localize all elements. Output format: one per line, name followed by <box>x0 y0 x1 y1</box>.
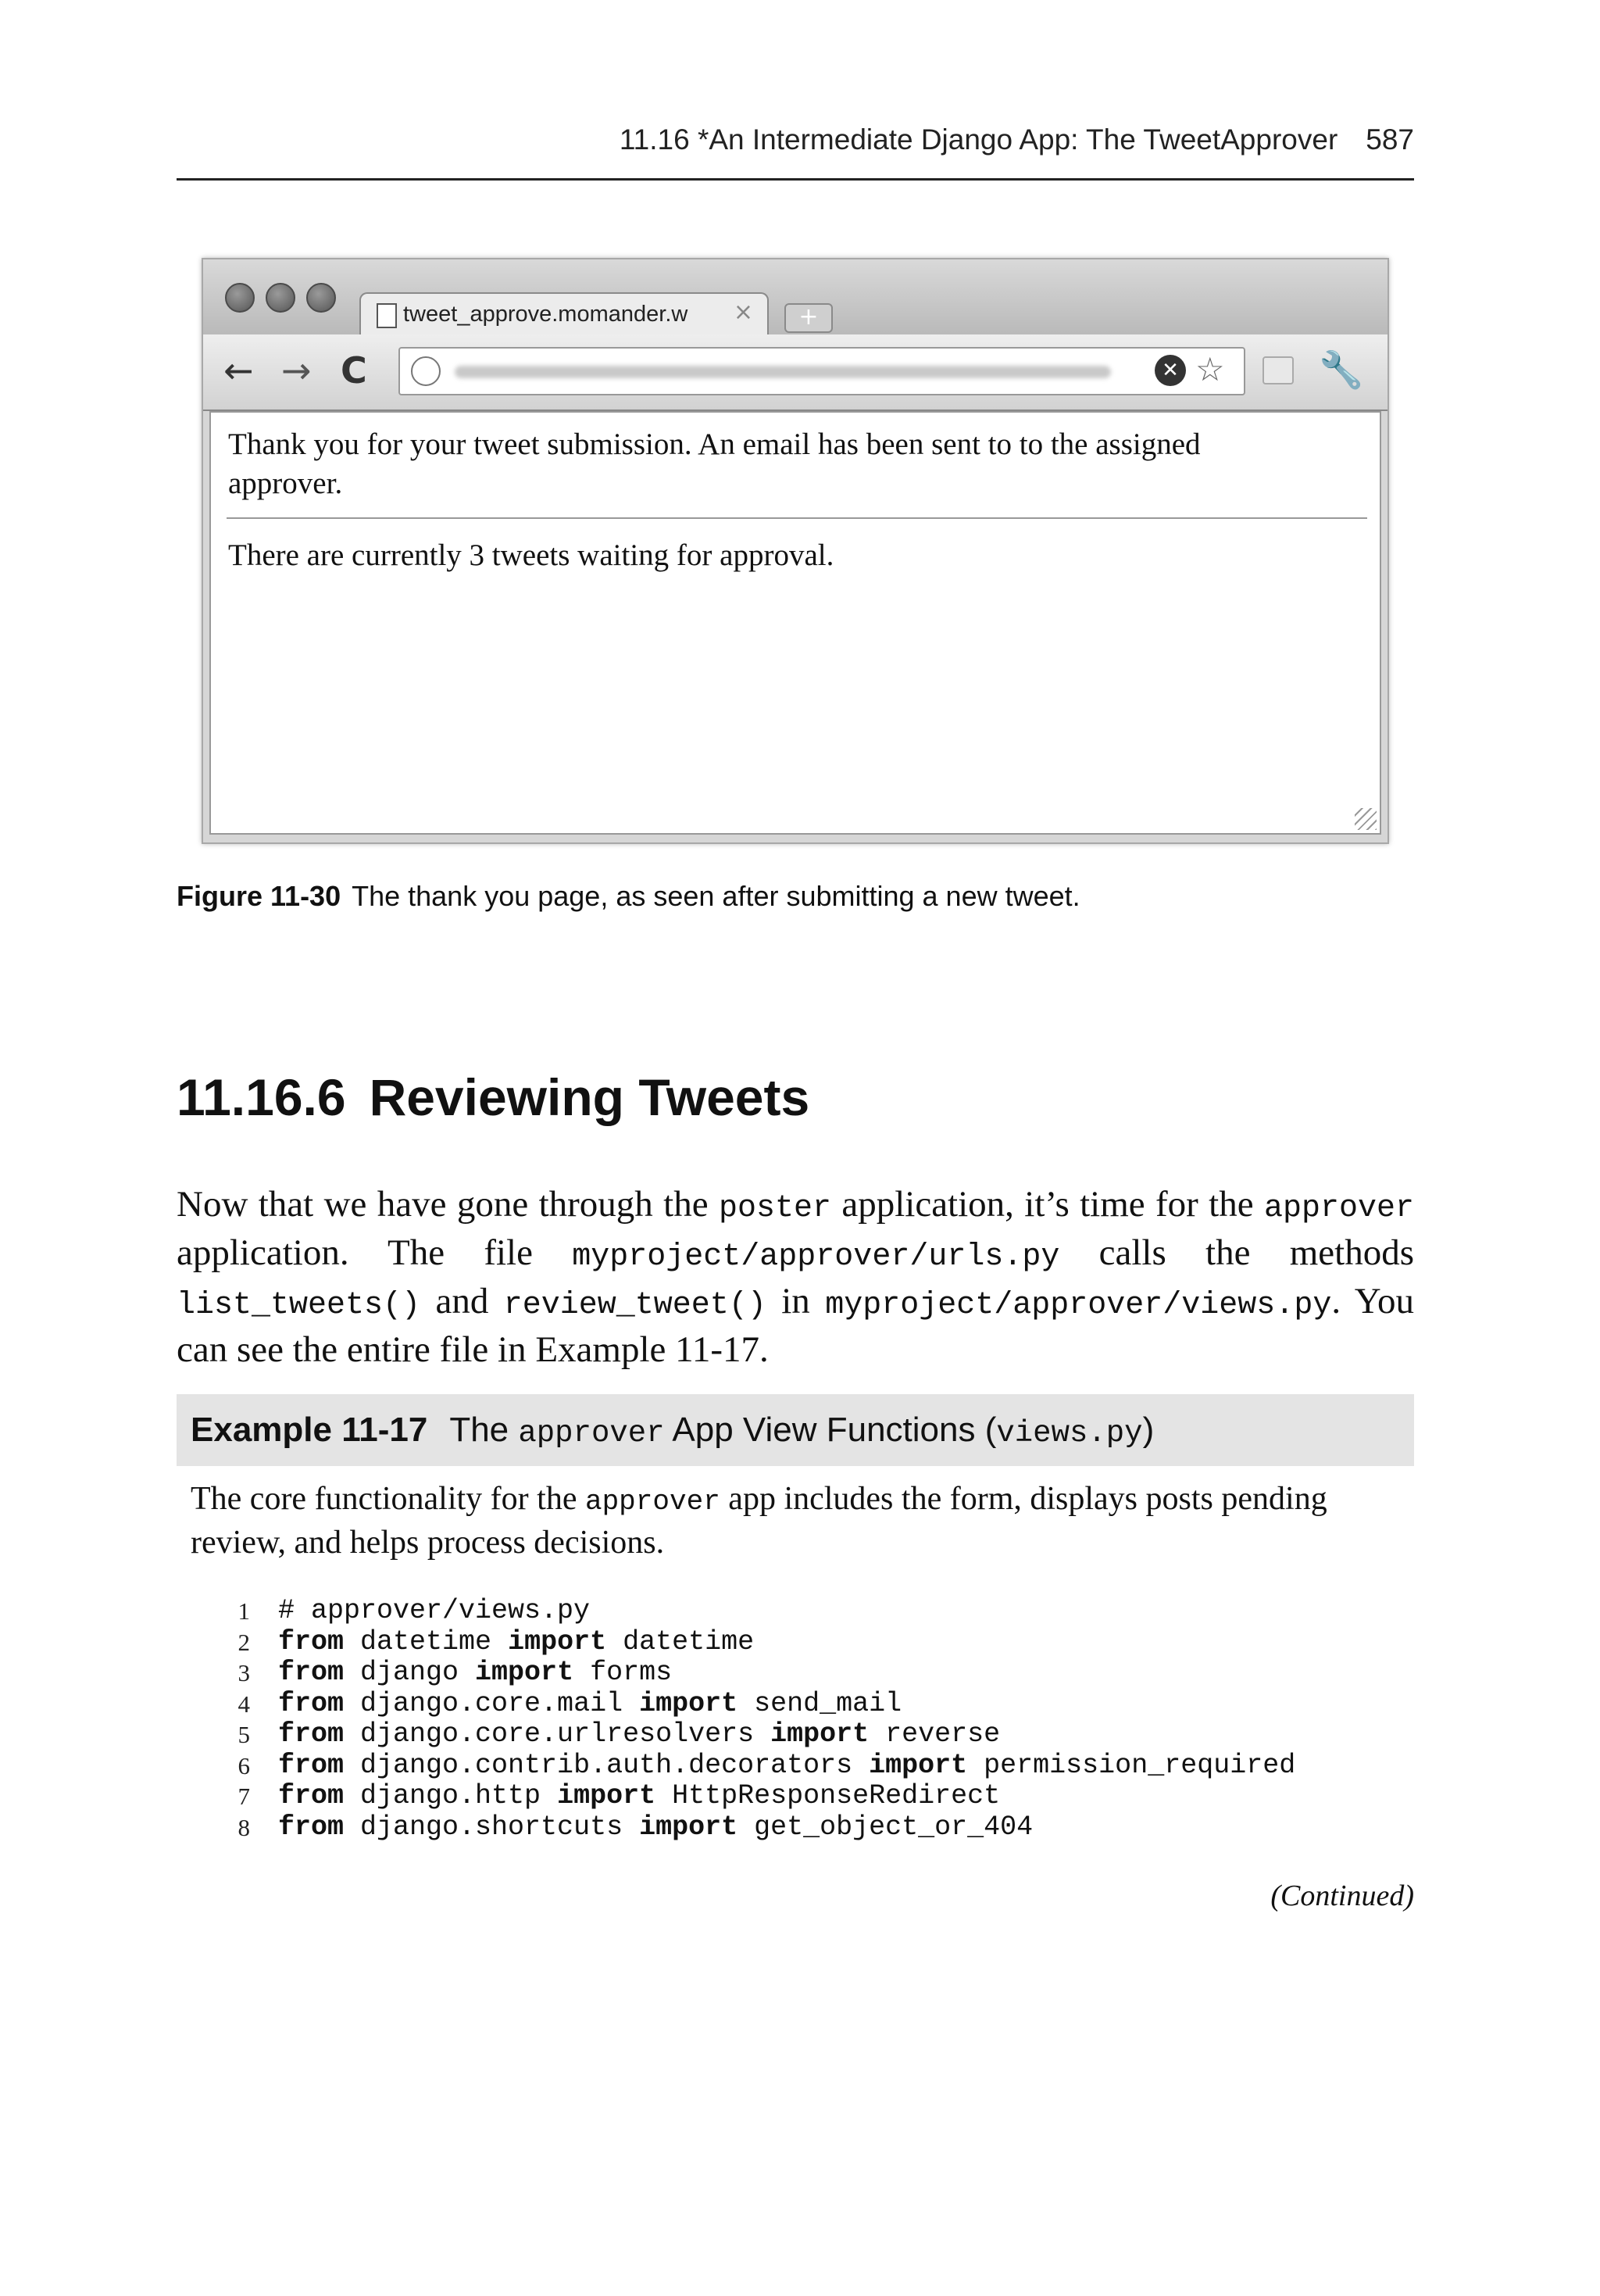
code-text: # approver/views.py <box>278 1595 591 1626</box>
code-line <box>177 1627 1414 1658</box>
figure-label: Figure 11-30 <box>177 880 341 912</box>
body-paragraph <box>177 1182 1414 1372</box>
body-text: in <box>766 1281 826 1321</box>
example-title-text: The <box>449 1411 519 1449</box>
browser-viewport <box>209 411 1381 835</box>
inline-code: poster <box>718 1191 831 1226</box>
code-text: from django.contrib.auth.decorators import permission_required <box>278 1749 1296 1781</box>
code-text: from django.core.mail import send_mail <box>278 1687 902 1719</box>
inline-code: approver <box>1263 1191 1415 1226</box>
stop-icon[interactable]: ✕ <box>1155 355 1186 386</box>
example-description <box>191 1479 1394 1564</box>
example-header <box>177 1394 1414 1466</box>
example-label: Example 11-17 <box>191 1411 428 1449</box>
code-text: from django import forms <box>278 1657 673 1688</box>
tab-close-icon[interactable]: × <box>733 299 753 326</box>
inline-code: myproject/approver/urls.py <box>572 1239 1060 1275</box>
new-tab-button[interactable]: + <box>784 303 833 333</box>
code-listing <box>177 1596 1414 1843</box>
tab-title: tweet_approve.momander.w <box>403 302 688 327</box>
code-line <box>177 1719 1414 1751</box>
browser-toolbar <box>203 334 1388 411</box>
running-header-title: 11.16 *An Intermediate Django App: The TweetApprover <box>619 123 1338 156</box>
globe-icon <box>411 356 441 386</box>
section-heading <box>177 1068 809 1127</box>
forward-arrow-icon[interactable]: → <box>281 349 312 392</box>
example-desc-text: app includes the form, displays posts pending review, and helps process decisions. <box>191 1481 1327 1561</box>
submission-message: Thank you for your tweet submission. An email has been sent to to the assigned approver. <box>228 427 1201 500</box>
body-text: application, it’s time for the <box>830 1184 1264 1225</box>
line-number: 5 <box>238 1721 250 1748</box>
code-line <box>177 1751 1414 1782</box>
inline-code: list_tweets() <box>177 1288 421 1323</box>
waiting-count-text: There are currently 3 tweets waiting for approval. <box>228 538 834 572</box>
code-line <box>177 1781 1414 1812</box>
line-number: 7 <box>238 1783 250 1810</box>
example-desc-text: The core functionality for the <box>191 1481 585 1517</box>
inline-code: views.py <box>996 1416 1143 1450</box>
code-text: from django.core.urlresolvers import reverse <box>278 1718 1001 1750</box>
address-bar[interactable] <box>398 347 1245 395</box>
minimize-window-icon[interactable] <box>266 283 295 313</box>
body-text: and <box>420 1281 504 1321</box>
blurred-url <box>455 366 1111 378</box>
code-line <box>177 1689 1414 1720</box>
running-header <box>177 123 1414 156</box>
reload-icon[interactable]: C <box>341 349 367 392</box>
example-title-text: ) <box>1142 1411 1155 1449</box>
zoom-window-icon[interactable] <box>306 283 336 313</box>
section-title: Reviewing Tweets <box>369 1068 810 1126</box>
back-arrow-icon[interactable]: ← <box>223 349 254 392</box>
code-text: from django.shortcuts import get_object_or_404 <box>278 1811 1034 1843</box>
line-number: 2 <box>238 1628 250 1656</box>
line-number: 1 <box>238 1597 250 1625</box>
figure-caption <box>177 880 1414 913</box>
document-icon <box>377 303 397 328</box>
code-text: from datetime import datetime <box>278 1625 755 1658</box>
figure-caption-text: The thank you page, as seen after submitting a new tweet. <box>352 880 1080 912</box>
body-text: calls the methods <box>1059 1232 1414 1273</box>
wrench-icon[interactable]: 🔧 <box>1319 349 1364 391</box>
inline-code: myproject/approver/views.py <box>825 1288 1332 1323</box>
page-number: 587 <box>1366 123 1414 156</box>
example-title-text: App View Functions ( <box>664 1411 997 1449</box>
code-line <box>177 1596 1414 1627</box>
body-text: application. The file <box>177 1232 573 1273</box>
resize-grip-icon[interactable] <box>1355 808 1377 830</box>
code-line <box>177 1658 1414 1689</box>
body-text: Now that we have gone through the <box>177 1184 719 1225</box>
inline-code: approver <box>584 1486 720 1518</box>
page-action-icon[interactable] <box>1262 356 1294 384</box>
browser-tab[interactable] <box>359 292 769 336</box>
inline-code: review_tweet() <box>503 1288 766 1323</box>
browser-screenshot <box>202 258 1389 844</box>
close-window-icon[interactable] <box>225 283 255 313</box>
line-number: 4 <box>238 1690 250 1718</box>
continued-note: (Continued) <box>1270 1879 1414 1912</box>
code-line <box>177 1812 1414 1844</box>
section-number: 11.16.6 <box>177 1068 346 1126</box>
header-rule <box>177 178 1414 181</box>
body-text: . You can see the entire file in Example 11-17. <box>177 1281 1414 1370</box>
bookmark-star-icon[interactable]: ☆ <box>1195 350 1225 388</box>
line-number: 6 <box>238 1751 250 1779</box>
line-number: 3 <box>238 1659 250 1686</box>
page-divider <box>227 517 1367 519</box>
inline-code: approver <box>518 1416 665 1450</box>
line-number: 8 <box>238 1813 250 1841</box>
code-text: from django.http import HttpResponseRedirect <box>278 1780 1001 1811</box>
